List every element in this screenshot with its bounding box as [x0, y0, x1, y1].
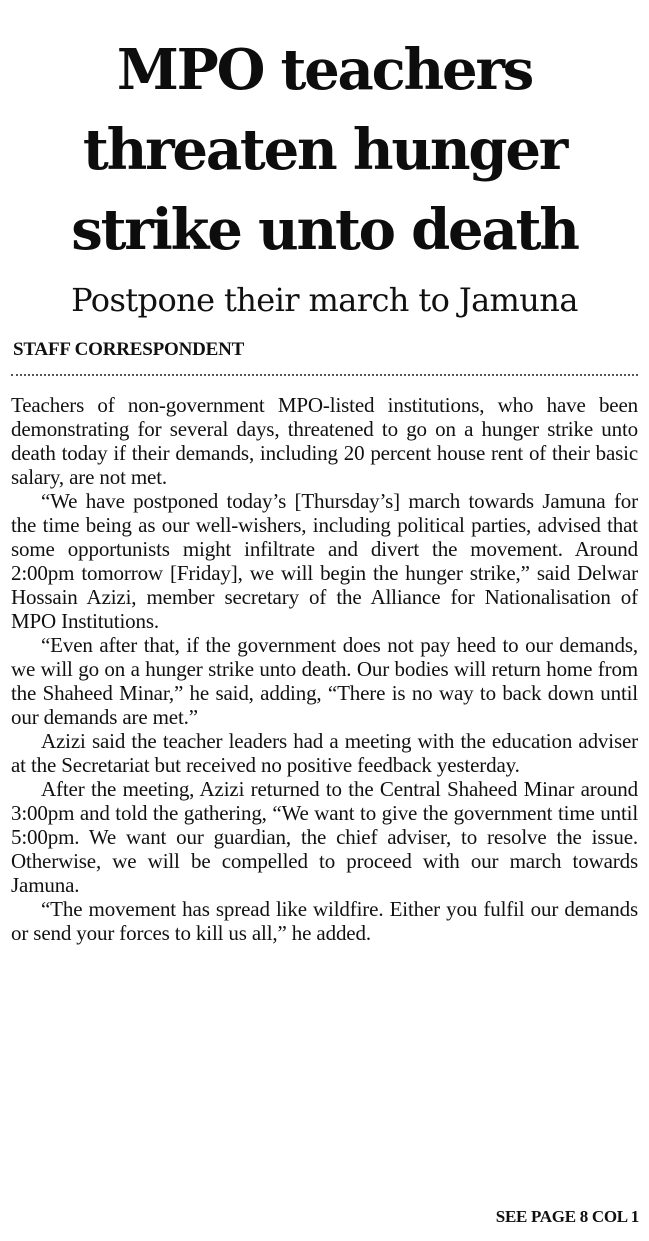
- paragraph-3: “Even after that, if the government does not pay heed to our demands, we will go on a hunger strike unto death. Our bodies will return home from the Shaheed Minar,” he said, adding, “There is no way to back down until our demands are met.”: [11, 633, 638, 729]
- subheadline: Postpone their march to Jamuna: [71, 281, 578, 319]
- headline-line-1: MPO teachers: [116, 37, 533, 103]
- headline-line-3: strike unto death: [71, 197, 578, 263]
- headline: [11, 30, 638, 270]
- headline-line-2: threaten hunger: [82, 117, 567, 183]
- paragraph-5: After the meeting, Azizi returned to the Central Shaheed Minar around 3:00pm and told the gathering, “We want to give the government time until 5:00pm. We want our guardian, the chief adviser, to resolve the issue. Otherwise, we will be compelled to proceed with our march towards Jamuna.: [11, 777, 638, 897]
- paragraph-4: Azizi said the teacher leaders had a meeting with the education adviser at the Secretariat but received no positive feedback yesterday.: [11, 729, 638, 777]
- paragraph-1: Teachers of non-government MPO-listed institutions, who have been demonstrating for several days, threatened to go on a hunger strike unto death today if their demands, including 20 percent house rent of their basic salary, are not met.: [11, 393, 638, 489]
- paragraph-6: “The movement has spread like wildfire. Either you fulfil our demands or send your forces to kill us all,” he added.: [11, 897, 638, 945]
- article-body: [11, 393, 638, 945]
- byline: STAFF CORRESPONDENT: [13, 339, 245, 360]
- news-article: [11, 30, 638, 945]
- paragraph-2: “We have postponed today’s [Thursday’s] march towards Jamuna for the time being as our well-wishers, including political parties, advised that some opportunists might infiltrate and divert the movement. Around 2:00pm tomorrow [Friday], we will begin the hunger strike,” said Delwar Hossain Azizi, member secretary of the Alliance for Nationalisation of MPO Institutions.: [11, 489, 638, 633]
- continuation-jump-line: SEE PAGE 8 COL 1: [495, 1207, 639, 1226]
- dotted-divider: [11, 374, 638, 376]
